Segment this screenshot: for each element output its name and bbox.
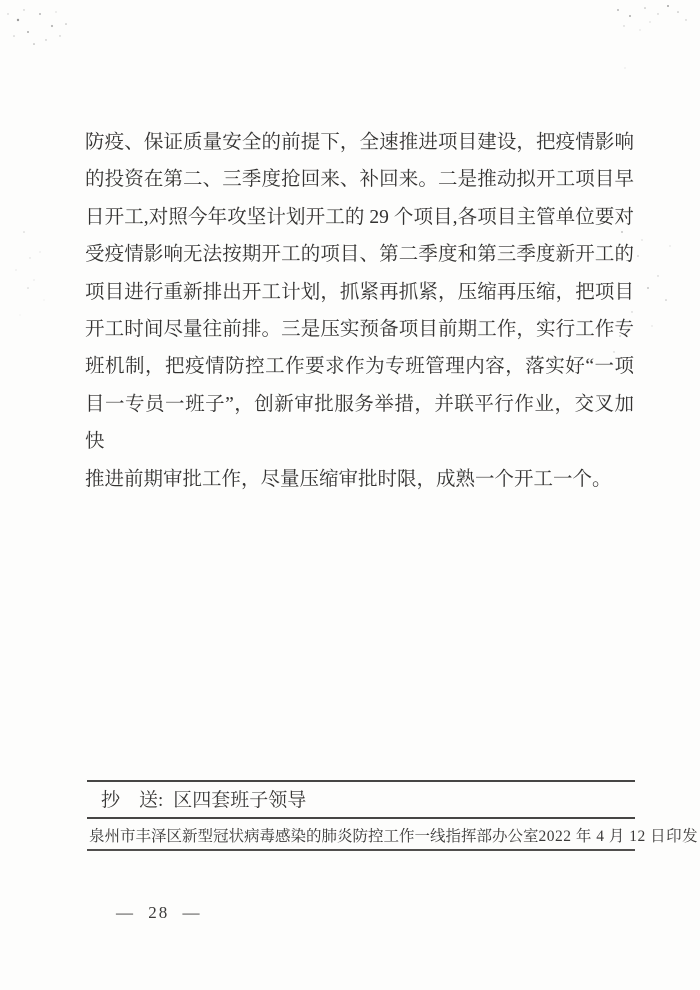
- issuing-office: 泉州市丰泽区新型冠状病毒感染的肺炎防控工作一线指挥部办公室: [89, 828, 539, 845]
- body-line-4: 受疫情影响无法按期开工的项目、第二季度和第三季度新开工的: [85, 244, 634, 266]
- body-line-5: 项目进行重新排出开工计划，抓紧再抓紧，压缩再压缩，把项目: [85, 281, 634, 303]
- body-line-2: 的投资在第二、三季度抢回来、补回来。二是推动拟开工项目早: [85, 169, 634, 191]
- body-line-7: 班机制，把疫情防控工作要求作为专班管理内容，落实好“一项: [85, 356, 634, 378]
- cc-line: [101, 789, 635, 813]
- body-line-8: 目一专员一班子”，创新审批服务举措，并联平行作业，交叉加快: [85, 393, 634, 453]
- cc-label: 抄 送:: [101, 790, 164, 811]
- document-body: [85, 124, 634, 498]
- footer-divider-middle: [87, 817, 635, 819]
- body-line-9: 推进前期审批工作，尽量压缩审批时限，成熟一个开工一个。: [85, 468, 612, 490]
- footer-divider-top: [87, 780, 635, 782]
- page-number: — 28 —: [116, 903, 202, 922]
- body-line-6: 开工时间尽量往前排。三是压实预备项目前期工作，实行工作专: [85, 319, 634, 341]
- body-line-1: 防疫、保证质量安全的前提下，全速推进项目建设，把疫情影响: [85, 132, 634, 153]
- body-line-3: 日开工,对照今年攻坚计划开工的 29 个项目,各项目主管单位要对: [85, 206, 634, 228]
- footer-divider-bottom: [87, 849, 635, 851]
- imprint-line: [89, 827, 699, 846]
- cc-value: 区四套班子领导: [173, 790, 307, 811]
- print-date: 2022 年 4 月 12 日印发: [538, 828, 699, 845]
